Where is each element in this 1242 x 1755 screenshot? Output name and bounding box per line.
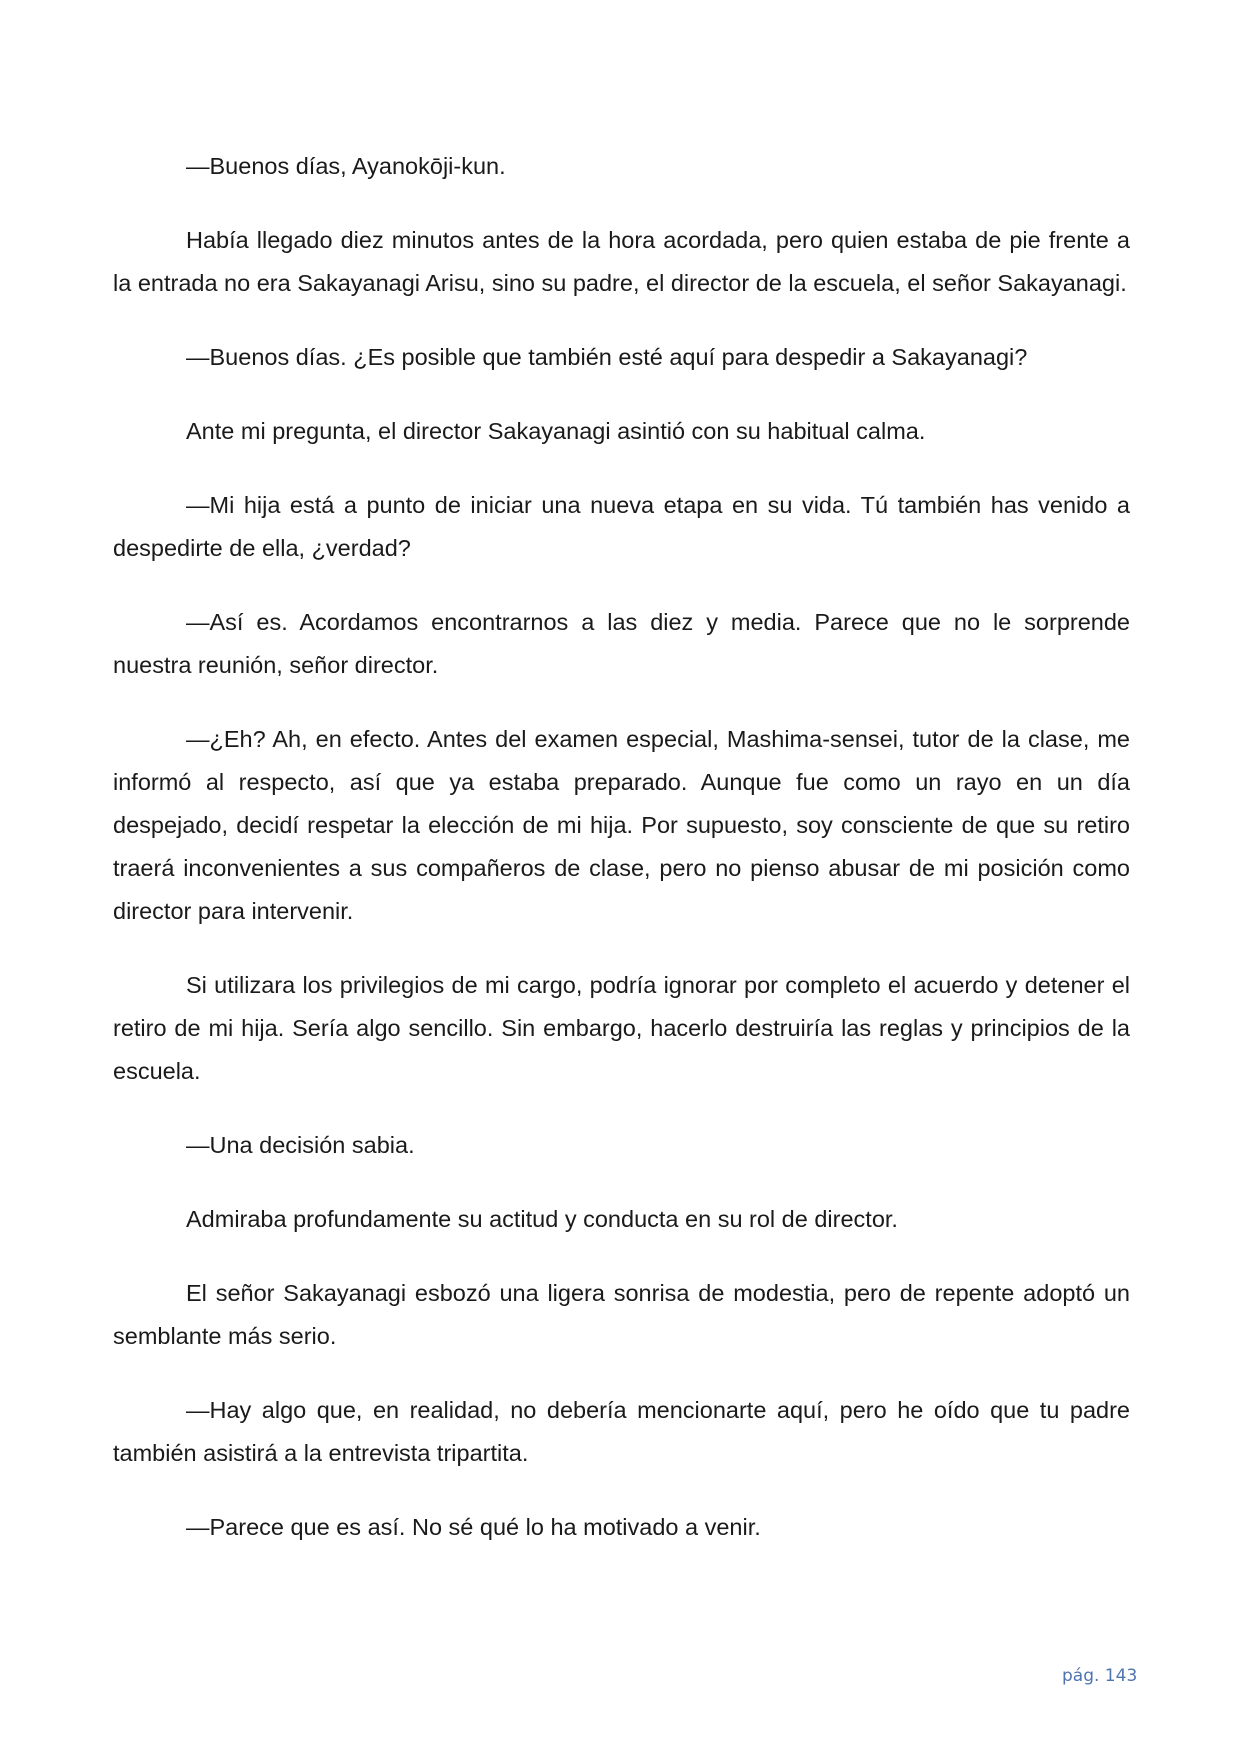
paragraph: —Así es. Acordamos encontrarnos a las diez y media. Parece que no le sorprende nuestra reunión, señor director. xyxy=(113,609,1130,678)
paragraph: —Una decisión sabia. xyxy=(186,1132,415,1158)
paragraph: Si utilizara los privilegios de mi cargo, podría ignorar por completo el acuerdo y detener el retiro de mi hija. Sería algo sencillo. Sin embargo, hacerlo destruiría las reglas y principios de la escuela. xyxy=(113,972,1130,1084)
page-number: pág. 143 xyxy=(1062,1666,1138,1686)
paragraph: Admiraba profundamente su actitud y conducta en su rol de director. xyxy=(186,1206,898,1232)
paragraph: —Parece que es así. No sé qué lo ha motivado a venir. xyxy=(186,1514,761,1540)
paragraph: —Buenos días. ¿Es posible que también esté aquí para despedir a Sakayanagi? xyxy=(186,344,1028,370)
paragraph: —Hay algo que, en realidad, no debería mencionarte aquí, pero he oído que tu padre también asistirá a la entrevista tripartita. xyxy=(113,1397,1130,1466)
paragraph: —Mi hija está a punto de iniciar una nueva etapa en su vida. Tú también has venido a despedirte de ella, ¿verdad? xyxy=(113,492,1130,561)
paragraph: Había llegado diez minutos antes de la hora acordada, pero quien estaba de pie frente a la entrada no era Sakayanagi Arisu, sino su padre, el director de la escuela, el señor Sakayanagi. xyxy=(113,227,1130,296)
paragraph: Ante mi pregunta, el director Sakayanagi asintió con su habitual calma. xyxy=(186,418,926,444)
body-text xyxy=(113,145,1130,1580)
paragraph: —¿Eh? Ah, en efecto. Antes del examen especial, Mashima-sensei, tutor de la clase, me informó al respecto, así que ya estaba preparado. Aunque fue como un rayo en un día despejado, decidí respetar la elección de mi hija. Por supuesto, soy consciente de que su retiro traerá inconvenientes a sus compañeros de clase, pero no pienso abusar de mi posición como director para intervenir. xyxy=(113,726,1130,924)
paragraph: —Buenos días, Ayanokōji-kun. xyxy=(186,153,506,179)
paragraph: El señor Sakayanagi esbozó una ligera sonrisa de modestia, pero de repente adoptó un semblante más serio. xyxy=(113,1280,1130,1349)
